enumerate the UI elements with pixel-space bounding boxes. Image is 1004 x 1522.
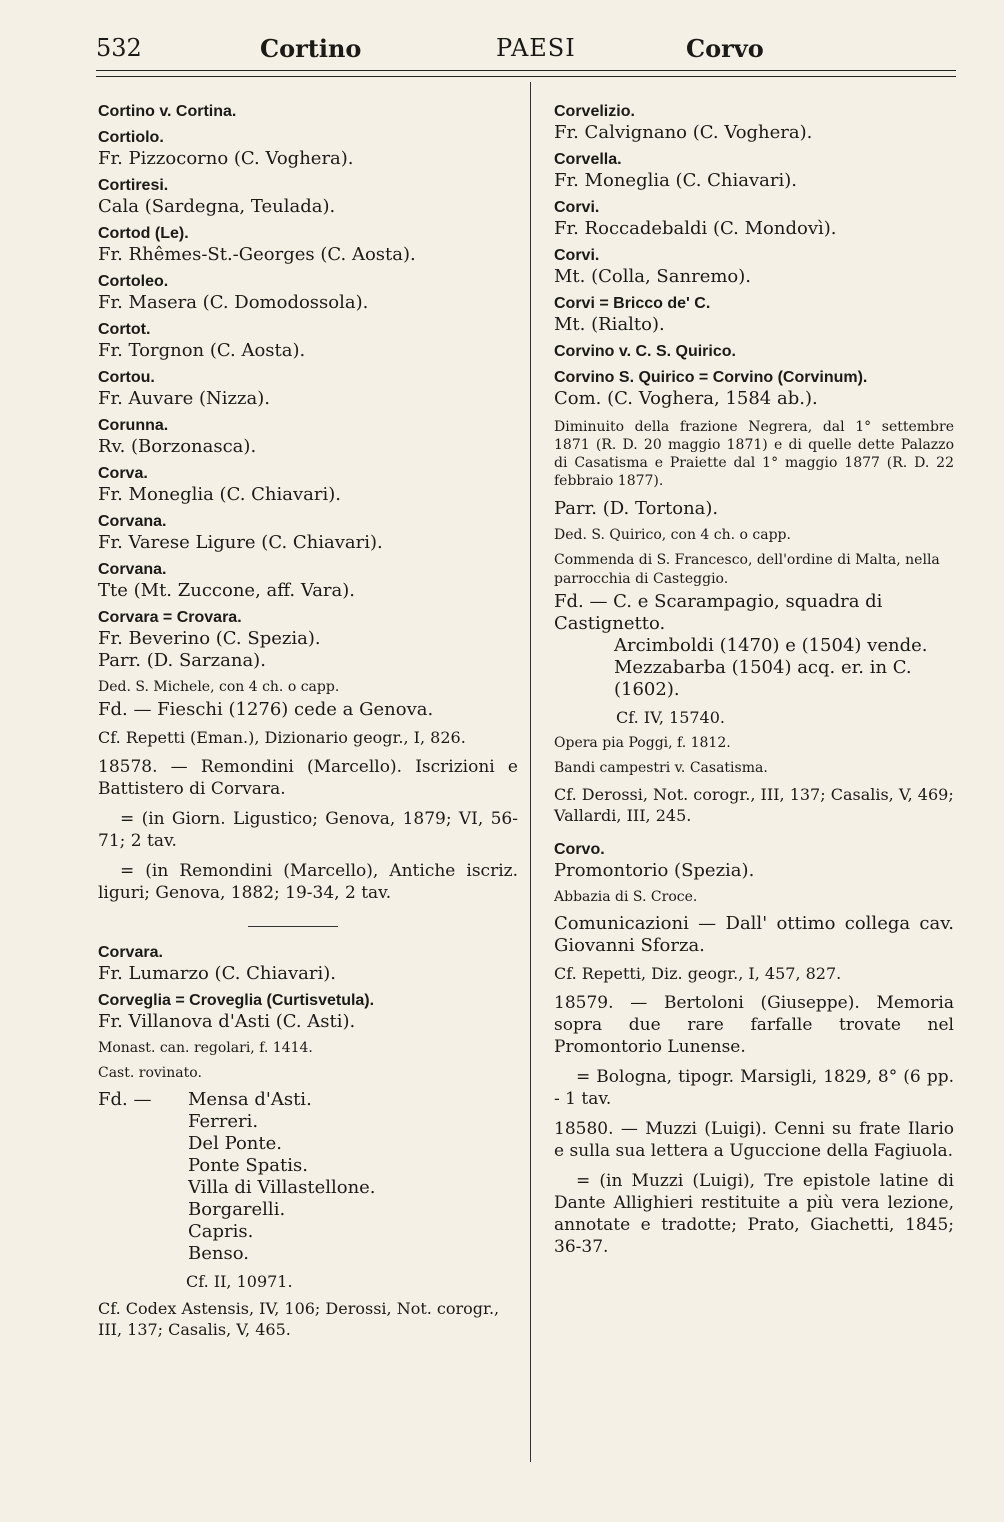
entry-note: Diminuito della frazione Negrera, dal 1° settembre 1871 (R. D. 20 maggio 1871) e di quelle dette Palazzo di Casatisma e Praiette dal 1° maggio 1877 (R. D. 22 febbraio 1877). (554, 419, 954, 489)
entry-heading: Corvara. (98, 944, 163, 961)
entry-line: Fr. Calvignano (C. Voghera). (554, 122, 813, 143)
entry-heading: Corvi = Bricco de' C. (554, 295, 711, 312)
entry-heading: Corunna. (98, 417, 169, 434)
header-center: PAESI (496, 34, 576, 62)
left-column (98, 96, 518, 1340)
entry-note: Monast. can. regolari, f. 1414. (98, 1040, 313, 1056)
entry-line: Fr. Beverino (C. Spezia). (98, 628, 321, 649)
entry-line: Fr. Auvare (Nizza). (98, 388, 271, 409)
entry-heading: Corvino S. Quirico = Corvino (Corvinum). (554, 369, 868, 386)
entry-line: Cala (Sardegna, Teulada). (98, 196, 336, 217)
entry-heading: Corvi. (554, 199, 600, 216)
feudal-line: Fd. — Fieschi (1276) cede a Genova. (98, 699, 434, 720)
feudal-item: Capris. (188, 1221, 254, 1242)
bibliography-item: 18578. — Remondini (Marcello). Iscrizioni e Battistero di Corvara. (98, 757, 518, 799)
citation: Cf. Codex Astensis, IV, 106; Derossi, Not. corogr., III, 137; Casalis, V, 465. (98, 1299, 500, 1339)
feudal-item: Mensa d'Asti. (188, 1089, 312, 1110)
entry-line: Fr. Roccadebaldi (C. Mondovì). (554, 218, 837, 239)
feudal-item: Del Ponte. (188, 1133, 282, 1154)
entry-line: Parr. (D. Tortona). (554, 498, 719, 519)
feudal-item: Benso. (188, 1243, 249, 1264)
feudal-label: Fd. — (98, 1089, 152, 1110)
entry-heading: Cortiresi. (98, 177, 169, 194)
header-left-word: Cortino (260, 34, 362, 63)
citation: Cf. II, 10971. (186, 1272, 293, 1291)
feudal-item: Villa di Villastellone. (188, 1177, 376, 1198)
citation: Cf. Repetti (Eman.), Dizionario geogr., I, 826. (98, 728, 466, 747)
feudal-item: Borgarelli. (188, 1199, 286, 1220)
entry-line: Fr. Moneglia (C. Chiavari). (554, 170, 798, 191)
entry-heading: Corvi. (554, 247, 600, 264)
entry-heading: Corvelizio. (554, 103, 635, 120)
feudal-line: Fd. — C. e Scarampagio, squadra di Castignetto. (554, 591, 883, 634)
bibliography-item: 18579. — Bertoloni (Giuseppe). Memoria sopra due rare farfalle trovate nel Promontorio Lunense. (554, 993, 954, 1057)
entry-note: Abbazia di S. Croce. (554, 889, 698, 905)
entry-line: Fr. Masera (C. Domodossola). (98, 292, 369, 313)
entry-note: Commenda di S. Francesco, dell'ordine di Malta, nella parrocchia di Casteggio. (554, 552, 940, 587)
entry-heading: Corvella. (554, 151, 622, 168)
entry-note: Ded. S. Michele, con 4 ch. o capp. (98, 679, 340, 695)
entry-line: Fr. Lumarzo (C. Chiavari). (98, 963, 337, 984)
entry-heading: Cortou. (98, 369, 155, 386)
entry-line: Fr. Varese Ligure (C. Chiavari). (98, 532, 383, 553)
page-header (96, 34, 956, 68)
entry-heading: Corvana. (98, 513, 167, 530)
communication-note: Comunicazioni — Dall' ottimo collega cav. Giovanni Sforza. (554, 913, 954, 956)
header-right-word: Corvo (686, 34, 764, 63)
entry-line: Rv. (Borzonasca). (98, 436, 257, 457)
feudal-item: Ferreri. (188, 1111, 259, 1132)
feudal-line: Mezzabarba (1504) acq. er. in C. (1602). (614, 657, 912, 700)
header-rule-thin (96, 76, 956, 77)
right-column (554, 96, 954, 1258)
bibliography-detail: = Bologna, tipogr. Marsigli, 1829, 8° (6 pp. - 1 tav. (554, 1067, 954, 1109)
entry-heading: Cortiolo. (98, 129, 164, 146)
entry-heading: Cortod (Le). (98, 225, 189, 242)
feudal-block (98, 1089, 518, 1265)
bibliography-detail: = (in Remondini (Marcello), Antiche iscriz. liguri; Genova, 1882; 19-34, 2 tav. (98, 861, 518, 903)
entry-heading: Corveglia = Croveglia (Curtisvetula). (98, 992, 375, 1009)
citation: Cf. Derossi, Not. corogr., III, 137; Casalis, V, 469; Vallardi, III, 245. (554, 785, 954, 825)
entry-line: Fr. Pizzocorno (C. Voghera). (98, 148, 354, 169)
feudal-item: Ponte Spatis. (188, 1155, 308, 1176)
entry-heading: Corvino v. C. S. Quirico. (554, 343, 736, 360)
header-rule (96, 70, 956, 71)
feudal-list (188, 1089, 376, 1265)
page-number: 532 (96, 34, 142, 62)
entry-line: Com. (C. Voghera, 1584 ab.). (554, 388, 818, 409)
entry-line: Fr. Torgnon (C. Aosta). (98, 340, 306, 361)
entry-line: Fr. Villanova d'Asti (C. Asti). (98, 1011, 356, 1032)
entry-line: Mt. (Rialto). (554, 314, 665, 335)
bibliography-item: 18580. — Muzzi (Luigi). Cenni su frate Ilario e sulla sua lettera a Uguccione della Fagiuola. (554, 1119, 954, 1161)
entry-heading: Corvara = Crovara. (98, 609, 242, 626)
entry-heading: Corva. (98, 465, 148, 482)
entry-note: Ded. S. Quirico, con 4 ch. o capp. (554, 527, 791, 543)
entry-heading: Corvana. (98, 561, 167, 578)
entry-line: Fr. Rhêmes-St.-Georges (C. Aosta). (98, 244, 416, 265)
bibliography-detail: = (in Giorn. Ligustico; Genova, 1879; VI, 56-71; 2 tav. (98, 809, 518, 851)
feudal-line: Arcimboldi (1470) e (1504) vende. (614, 635, 928, 656)
entry-line: Parr. (D. Sarzana). (98, 650, 266, 671)
separator-rule (248, 926, 338, 927)
entry-heading: Cortot. (98, 321, 151, 338)
entry-note: Cast. rovinato. (98, 1065, 202, 1081)
entry-line: Fr. Moneglia (C. Chiavari). (98, 484, 342, 505)
entry-heading: Cortino v. Cortina. (98, 103, 237, 120)
entry-note: Opera pia Poggi, f. 1812. (554, 735, 731, 751)
entry-note: Bandi campestri v. Casatisma. (554, 760, 768, 776)
bibliography-detail: = (in Muzzi (Luigi), Tre epistole latine di Dante Allighieri restituite a più vera lezione, annotate e tradotte; Prato, Giachetti, 1845; 36-37. (554, 1171, 954, 1257)
column-divider (530, 82, 531, 1462)
entry-line: Mt. (Colla, Sanremo). (554, 266, 751, 287)
entry-line: Tte (Mt. Zuccone, aff. Vara). (98, 580, 356, 601)
entry-heading: Cortoleo. (98, 273, 169, 290)
entry-line: Promontorio (Spezia). (554, 860, 755, 881)
entry-heading: Corvo. (554, 841, 605, 858)
citation: Cf. Repetti, Diz. geogr., I, 457, 827. (554, 964, 842, 983)
citation: Cf. IV, 15740. (616, 708, 725, 727)
